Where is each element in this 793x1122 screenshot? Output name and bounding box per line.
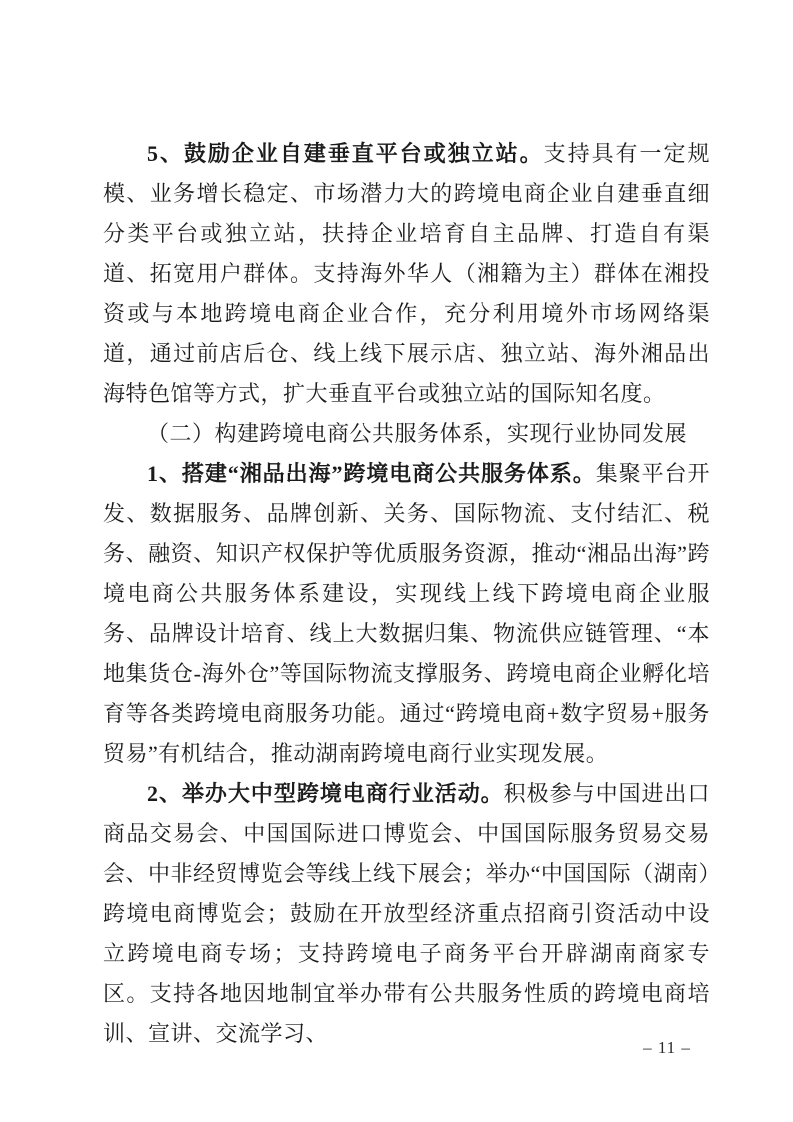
page-number: – 11 – xyxy=(643,1038,691,1057)
document-body xyxy=(103,134,710,1054)
paragraph-2-text: 积极参与中国进出口商品交易会、中国国际进口博览会、中国国际服务贸易交易会、中非经贸博览会等线上线下展会；举办“中国国际（湖南）跨境电商博览会；鼓励在开放型经济重点招商引资活动中设立跨境电商专场；支持跨境电子商务平台开辟湖南商家专区。支持各地因地制宜举办带有公共服务性质的跨境电商培训、宣讲、交流学习、 xyxy=(103,781,710,1046)
paragraph-5-text: 支持具有一定规模、业务增长稳定、市场潜力大的跨境电商企业自建垂直细分类平台或独立站，扶持企业培育自主品牌、打造自有渠道、拓宽用户群体。支持海外华人（湘籍为主）群体在湘投资或与本地跨境电商企业合作，充分利用境外市场网络渠道，通过前店后仓、线上线下展示店、独立站、海外湘品出海特色馆等方式，扩大垂直平台或独立站的国际知名度。 xyxy=(103,141,710,406)
paragraph-1 xyxy=(103,454,710,774)
paragraph-1-lead: 1、搭建“湘品出海”跨境电商公共服务体系。 xyxy=(147,461,596,486)
section-heading-2: （二）构建跨境电商公共服务体系，实现行业协同发展 xyxy=(147,421,688,446)
paragraph-2-lead: 2、举办大中型跨境电商行业活动。 xyxy=(147,781,504,806)
paragraph-5-lead: 5、鼓励企业自建垂直平台或独立站。 xyxy=(147,141,544,166)
paragraph-2 xyxy=(103,774,710,1054)
paragraph-5 xyxy=(103,134,710,414)
page-footer xyxy=(607,1036,727,1060)
paragraph-1-text: 集聚平台开发、数据服务、品牌创新、关务、国际物流、支付结汇、税务、融资、知识产权保护等优质服务资源，推动“湘品出海”跨境电商公共服务体系建设，实现线上线下跨境电商企业服务、品牌设计培育、线上大数据归集、物流供应链管理、“本地集货仓-海外仓”等国际物流支撑服务、跨境电商企业孵化培育等各类跨境电商服务功能。通过“跨境电商+数字贸易+服务贸易”有机结合，推动湖南跨境电商行业实现发展。 xyxy=(103,461,711,766)
